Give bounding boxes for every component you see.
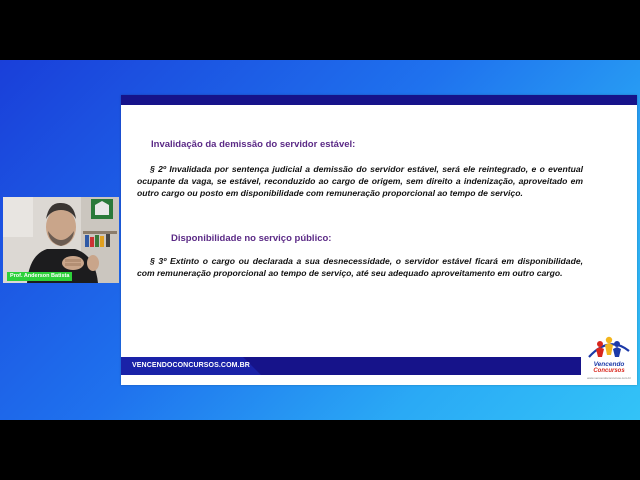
logo-figures-icon	[583, 331, 635, 363]
presenter-name-tag: Prof. Anderson Batista	[7, 272, 72, 281]
presenter-video-image	[3, 197, 119, 283]
presenter-webcam	[3, 197, 119, 283]
logo-word-vencendo: Vencendo	[593, 361, 625, 368]
presentation-slide	[121, 95, 637, 385]
section-heading-invalidation: Invalidação da demissão do servidor estável:	[151, 139, 356, 150]
slide-top-bar	[121, 95, 637, 105]
logo-word-concursos: Concursos	[593, 368, 625, 374]
footer-website: VENCENDOCONCURSOS.COM.BR	[132, 362, 250, 369]
video-frame	[0, 60, 640, 420]
paragraph-2-text: § 2º Invalidada por sentença judicial a demissão do servidor estável, será ele reintegrado, e o eventual ocupante da vaga, se estável, reconduzido ao cargo de origem, sem direito a indenização, aproveitado em outro cargo ou posto em disponibilidade com remuneração proporcional ao tempo de serviço.	[137, 164, 583, 199]
vencendo-concursos-logo	[583, 331, 635, 381]
logo-tagline: www.vencendoconcursos.com.br	[587, 376, 631, 380]
section-heading-availability: Disponibilidade no serviço público:	[171, 233, 332, 244]
slide-footer-bar	[121, 357, 581, 375]
paragraph-3-text: § 3º Extinto o cargo ou declarada a sua desnecessidade, o servidor estável ficará em disponibilidade, com remuneração proporcional ao tempo de serviço, até seu adequado aproveitamento em outro cargo.	[137, 256, 583, 279]
